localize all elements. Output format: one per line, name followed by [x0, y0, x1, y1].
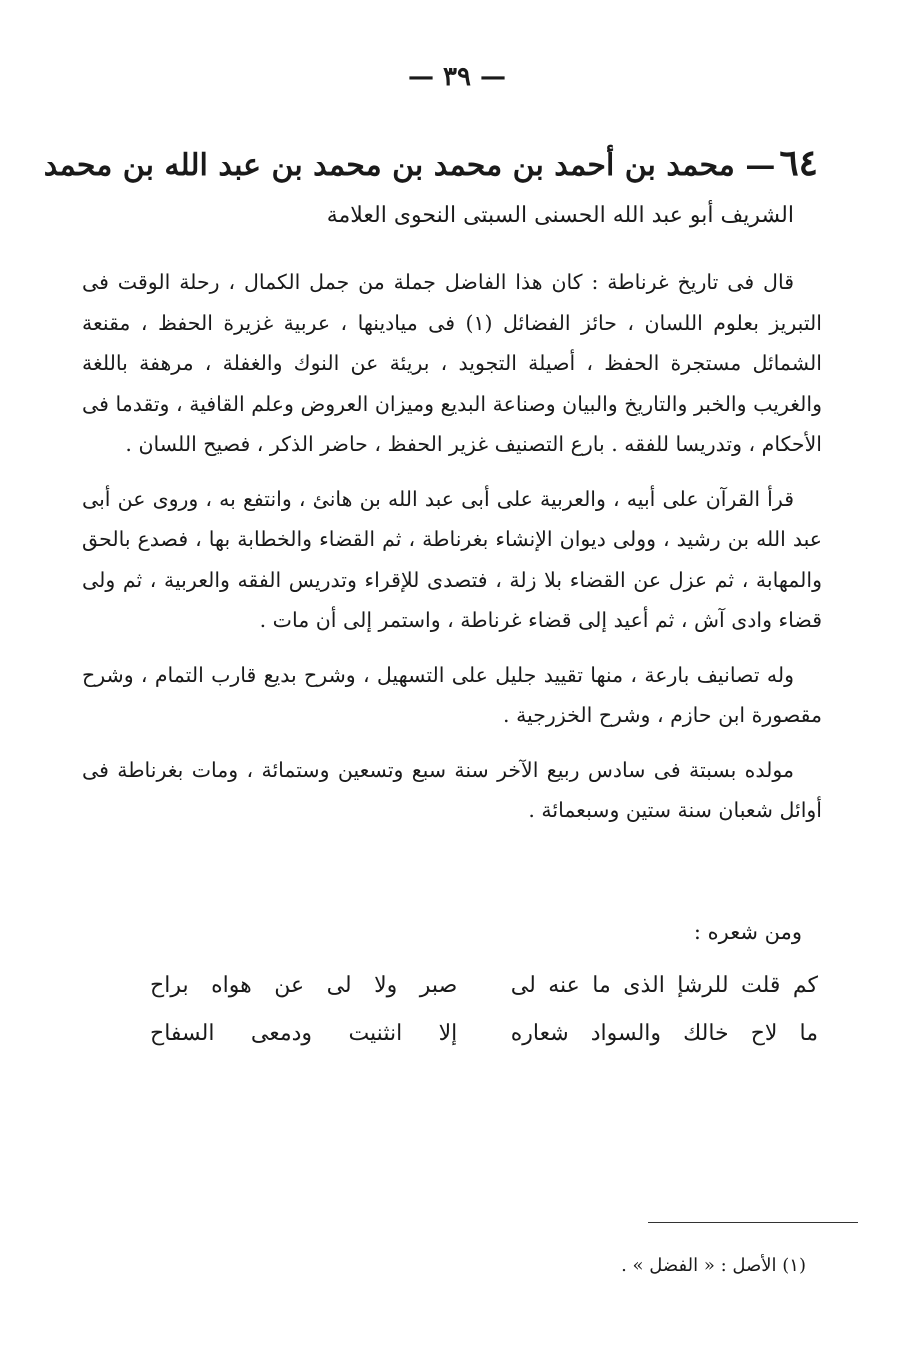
poem-verse	[150, 962, 818, 1010]
footnote-divider	[648, 1222, 858, 1223]
poem	[150, 962, 818, 1058]
entry-subtitle: الشريف أبو عبد الله الحسنى السبتى النحوى العلامة	[326, 203, 794, 228]
entry-number: ٦٤	[779, 142, 818, 184]
poem-first-hemistich: كم قلت للرشإ الذى ما عنه لى	[510, 973, 818, 998]
poem-first-hemistich: ما لاح خالك والسواد شعاره	[510, 1021, 818, 1046]
footnote: (١) الأصل : « الفضل » .	[621, 1255, 806, 1276]
poem-verse	[150, 1010, 818, 1058]
paragraph: مولده بسبتة فى سادس ربيع الآخر سنة سبع وتسعين وستمائة ، ومات بغرناطة فى أوائل شعبان سنة ستين وسبعمائة .	[82, 757, 822, 822]
poem-second-hemistich: صبر ولا لى عن هواه براح	[150, 973, 458, 998]
entry-heading	[43, 140, 818, 189]
page-number: — ٣٩ —	[407, 62, 507, 92]
paragraph: قرأ القرآن على أبيه ، والعربية على أبى عبد الله بن هانئ ، وانتفع به ، وروى عن أبى عبد الله بن رشيد ، وولى ديوان الإنشاء بغرناطة ، ثم القضاء والخطابة بها ، فصدع بالحق والمهابة ، ثم عزل عن القضاء بلا زلة ، فتصدى للإقراء وتدريس الفقه والعربية ، ثم ولى قضاء وادى آش ، ثم أعيد إلى قضاء غرناطة ، واستمر إلى أن مات .	[82, 486, 822, 632]
paragraph: قال فى تاريخ غرناطة : كان هذا الفاضل جملة من جمل الكمال ، رحلة الوقت فى التبريز بعلوم اللسان ، حائز الفضائل (١) فى ميادينها ، عربية غزيرة الحفظ ، مقنعة الشمائل مستجرة الحفظ ، أصيلة التجويد ، بريئة عن النوك والغفلة ، مرهفة باللغة والغريب والخبر والتاريخ والبيان وصناعة البديع وميزان العروض وعلم القافية ، وتقدما فى الأحكام ، وتدريسا للفقه . بارع التصنيف غزير الحفظ ، حاضر الذكر ، فصيح اللسان .	[82, 270, 822, 456]
biography-text	[82, 262, 822, 845]
poem-second-hemistich: إلا انثنيت ودمعى السفاح	[150, 1021, 458, 1046]
poem-intro: ومن شعره :	[693, 920, 802, 944]
entry-title: — محمد بن أحمد بن محمد بن محمد بن عبد الله بن محمد	[43, 148, 776, 183]
paragraph: وله تصانيف بارعة ، منها تقييد جليل على التسهيل ، وشرح بديع قارب التمام ، وشرح مقصورة ابن حازم ، وشرح الخزرجية .	[82, 662, 822, 727]
